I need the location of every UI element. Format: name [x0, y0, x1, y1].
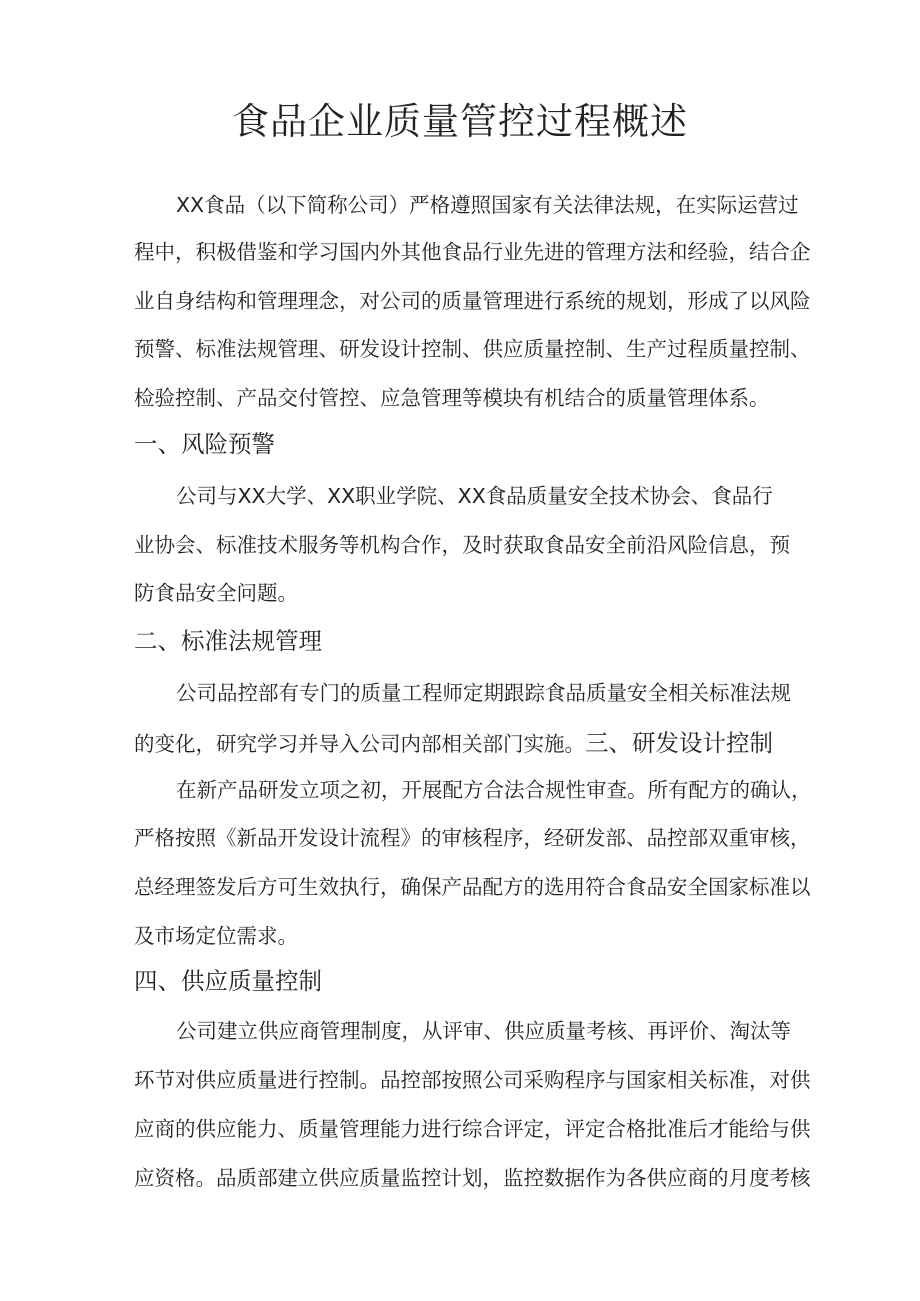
s4-line-2: 环节对供应质量进行控制。品控部按照公司采购程序与国家相关标准，对供	[134, 1068, 811, 1092]
s4-line-4: 应资格。品质部建立供应质量监控计划，监控数据作为各供应商的月度考核	[134, 1166, 811, 1190]
s3-line-1: 在新产品研发立项之初，开展配方合法合规性审查。所有配方的确认，	[176, 778, 812, 802]
s2-line-1: 公司品控部有专门的质量工程师定期跟踪食品质量安全相关标准法规	[176, 681, 791, 705]
s3-line-2: 严格按照《新品开发设计流程》的审核程序，经研发部、品控部双重审核，	[134, 826, 811, 850]
intro-line-3: 业自身结构和管理理念，对公司的质量管理进行系统的规划，形成了以风险	[134, 289, 811, 313]
s1-line-3: 防食品安全问题。	[134, 581, 298, 605]
s1-line-2: 业协会、标准技术服务等机构合作，及时获取食品安全前沿风险信息，预	[134, 533, 790, 557]
section-heading-4: 四、供应质量控制	[134, 967, 322, 995]
intro-line-1: XX食品（以下简称公司）严格遵照国家有关法律法规，在实际运营过	[176, 193, 799, 217]
s1-line-1: 公司与XX大学、XX职业学院、XX食品质量安全技术协会、食品行	[176, 484, 773, 508]
section-heading-1: 一、风险预警	[134, 430, 275, 458]
s2-line-2-text: 的变化，研究学习并导入公司内部相关部门实施。	[134, 732, 585, 756]
section-heading-2: 二、标准法规管理	[134, 627, 322, 655]
intro-line-4: 预警、标准法规管理、研发设计控制、供应质量控制、生产过程质量控制、	[134, 337, 811, 361]
s3-line-4: 及市场定位需求。	[134, 924, 298, 948]
s2-line-2	[134, 728, 773, 759]
intro-line-5: 检验控制、产品交付管控、应急管理等模块有机结合的质量管理体系。	[134, 386, 770, 410]
s3-line-3: 总经理签发后方可生效执行，确保产品配方的选用符合食品安全国家标准以	[134, 875, 811, 899]
s4-line-3: 应商的供应能力、质量管理能力进行综合评定，评定合格批准后才能给与供	[134, 1117, 811, 1141]
s4-line-1: 公司建立供应商管理制度，从评审、供应质量考核、再评价、淘汰等	[176, 1019, 791, 1043]
document-title: 食品企业质量管控过程概述	[232, 100, 688, 143]
intro-line-2: 程中，积极借鉴和学习国内外其他食品行业先进的管理方法和经验，结合企	[134, 240, 811, 264]
section-heading-3: 三、研发设计控制	[585, 729, 773, 757]
